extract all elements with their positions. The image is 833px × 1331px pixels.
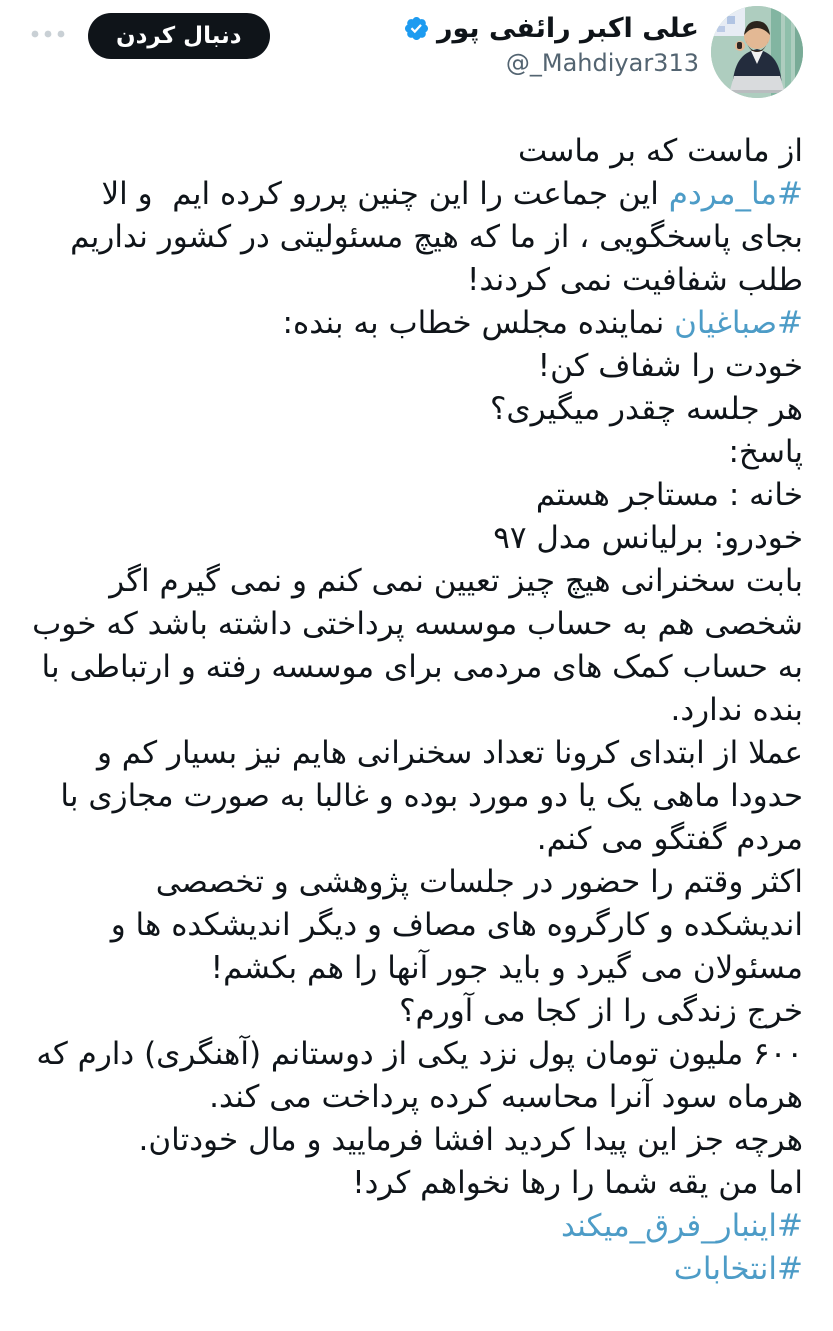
tweet-text-paragraph: [30, 302, 803, 345]
text-segment: عملا از ابتدای کرونا تعداد سخنرانی هایم نیز بسیار کم و حدودا ماهی یک یا دو مورد بوده و غالبا به صورت مجازی با مردم گفتگو می کنم.: [50, 735, 803, 857]
text-segment: از ماست که بر ماست: [517, 133, 803, 169]
tweet-header: [30, 6, 803, 98]
verified-badge-icon: [403, 15, 430, 42]
display-name[interactable]: علی اکبر رائفی پور: [436, 13, 699, 44]
tweet-text-paragraph: [30, 1205, 803, 1248]
tweet-text-paragraph: [26, 1033, 803, 1119]
hashtag-link[interactable]: #اینبار_فرق_میکند: [560, 1208, 803, 1244]
tweet-text-paragraph: [30, 173, 803, 302]
tweet-text-paragraph: [30, 732, 803, 861]
tweet-text-paragraph: [30, 345, 803, 388]
text-segment: اما من یقه شما را رها نخواهم کرد!: [352, 1165, 803, 1201]
tweet-text-paragraph: [30, 1162, 803, 1205]
tweet-text-paragraph: [30, 474, 803, 517]
text-segment: خرج زندگی را از کجا می آورم؟: [399, 993, 803, 1029]
more-options-icon[interactable]: [30, 28, 66, 40]
avatar[interactable]: [711, 6, 803, 98]
text-segment: نماینده مجلس خطاب به بنده:: [282, 305, 675, 341]
hashtag-link[interactable]: #انتخابات: [673, 1251, 803, 1287]
tweet-text: [22, 130, 803, 1291]
text-segment: بابت سخنرانی هیچ چیز تعیین نمی کنم و نمی گیرم اگر شخصی هم به حساب موسسه پرداختی داشته باشد که خوب به حساب کمک های مردمی برای موسسه رفته و ارتباطی با بنده ندارد.: [22, 563, 803, 728]
hashtag-link[interactable]: #ما_مردم: [668, 176, 803, 212]
tweet-text-paragraph: [22, 560, 803, 732]
avatar-image: [711, 6, 803, 98]
tweet-text-paragraph: [30, 517, 803, 560]
text-segment: اکثر وقتم را حضور در جلسات پژوهشی و تخصصی اندیشکده و کارگروه های مصاف و دیگر اندیشکده ها و مسئولان می گیرد و باید جور آنها را هم بکشم!: [100, 864, 803, 986]
text-segment: پاسخ:: [728, 434, 803, 470]
tweet-text-paragraph: [30, 1248, 803, 1291]
follow-button[interactable]: دنبال کردن: [88, 13, 270, 59]
tweet-text-paragraph: [30, 1119, 803, 1162]
text-segment: این جماعت را این چنین پررو کرده ایم و الا بجای پاسخگویی ، از ما که هیچ مسئولیتی در کشور نداریم طلب شفافیت نمی کردند!: [60, 176, 803, 298]
author-info: [403, 14, 699, 77]
text-segment: هرچه جز این پیدا کردید افشا فرمایید و مال خودتان.: [138, 1122, 803, 1158]
hashtag-link[interactable]: #صباغیان: [674, 305, 803, 341]
text-segment: ۶۰۰ ملیون تومان پول نزد یکی از دوستانم (آهنگری) دارم که هرماه سود آنرا محاسبه کرده پرداخت می کند.: [26, 1036, 803, 1115]
tweet-text-paragraph: [30, 861, 803, 990]
text-segment: خودرو: برلیانس مدل ۹۷: [493, 520, 803, 556]
author-handle[interactable]: @_Mahdiyar313: [505, 48, 699, 77]
tweet-text-paragraph: [30, 431, 803, 474]
text-segment: هر جلسه چقدر میگیری؟: [489, 391, 803, 427]
author-name-row: [403, 14, 699, 44]
tweet-text-paragraph: [30, 130, 803, 173]
tweet-text-paragraph: [30, 388, 803, 431]
text-segment: خودت را شفاف کن!: [537, 348, 803, 384]
text-segment: خانه : مستاجر هستم: [535, 477, 803, 513]
tweet-text-paragraph: [30, 990, 803, 1033]
